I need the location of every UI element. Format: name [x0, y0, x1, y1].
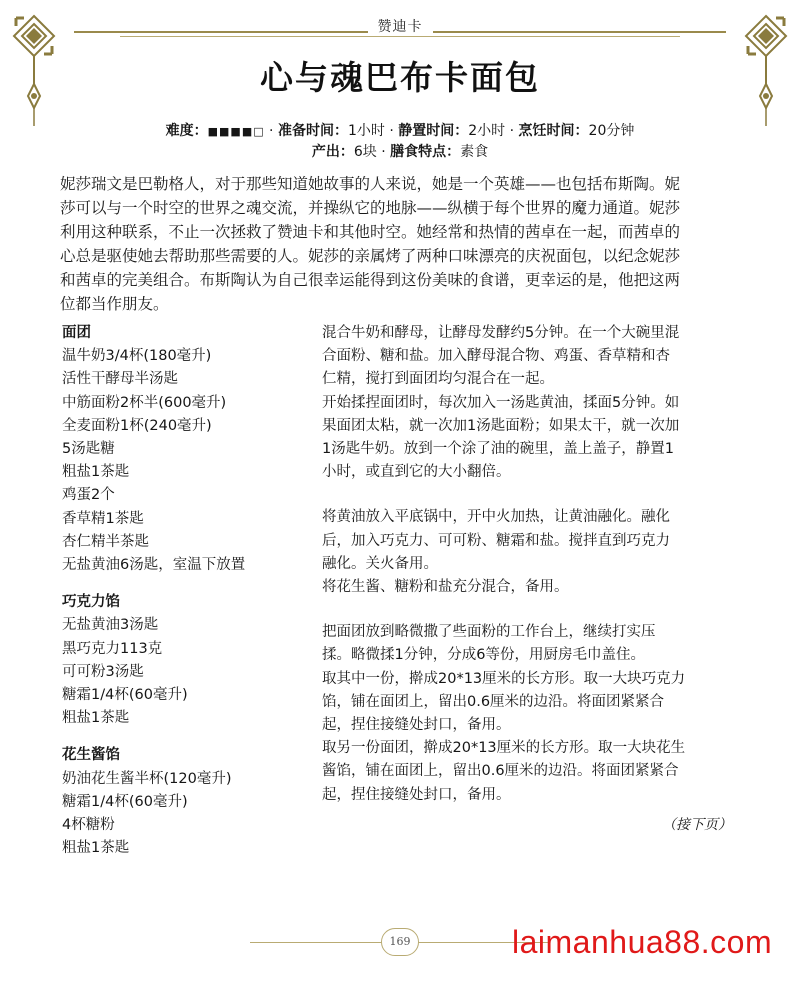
- step-line: 将黄油放入平底锅中，开中火加热，让黄油融化。融化: [322, 509, 670, 526]
- ingredient-item: 可可粉3汤匙: [62, 663, 144, 680]
- ingredient-item: 5汤匙糖: [62, 441, 115, 458]
- intro-line: 和茜卓的完美组合。布斯陶认为自己很幸运能得到这份美味的食谱，更幸运的是，他把这两: [60, 271, 681, 289]
- continued-note: （接下页）: [662, 817, 732, 833]
- ingredient-item: 粗盐1茶匙: [62, 840, 130, 857]
- rest-time: 2小时: [468, 123, 506, 139]
- step-line: 取另一份面团，擀成20*13厘米的长方形。取一大块花生: [322, 740, 686, 757]
- yield: 6块: [353, 144, 377, 160]
- step-line: 混合牛奶和酵母，让酵母发酵约5分钟。在一个大碗里混: [322, 325, 680, 341]
- ingredient-item: 全麦面粉1杯(240毫升): [62, 417, 212, 434]
- intro-line: 莎可以与一个时空的世界之魂交流，并操纵它的地脉——纵横于每个世界的魔力通道。妮莎: [60, 199, 681, 217]
- recipe-meta: [0, 121, 800, 163]
- watermark: laimanhua88.com: [512, 924, 773, 960]
- ingredient-item: 香草精1茶匙: [62, 510, 144, 527]
- header-rule-inner: [120, 36, 680, 37]
- ingredient-item: 黑巧克力113克: [62, 640, 163, 657]
- step-line: 将花生酱、糖粉和盐充分混合，备用。: [322, 579, 569, 596]
- step-line: 馅，铺在面团上，留出0.6厘米的边沿。将面团紧紧合: [322, 693, 665, 710]
- ingredient-item: 无盐黄油6汤匙，室温下放置: [62, 557, 246, 574]
- intro-line: 妮莎瑞文是巴勒格人，对于那些知道她故事的人来说，她是一个英雄——也包括布斯陶。妮: [60, 175, 681, 193]
- ingredient-item: 中筋面粉2杯半(600毫升): [62, 394, 227, 411]
- intro-line: 心总是驱使她去帮助那些需要的人。妮莎的亲属烤了两种口味漂亮的庆祝面包，以纪念妮莎: [60, 247, 681, 265]
- chocolate-filling-heading: 巧克力馅: [62, 594, 120, 611]
- instructions-column: [322, 322, 742, 807]
- step-line: 1汤匙牛奶。放到一个涂了油的碗里，盖上盖子，静置1: [322, 441, 674, 458]
- step-line: 仁精，搅打到面团均匀混合在一起。: [322, 371, 554, 388]
- ingredient-item: 鸡蛋2个: [62, 487, 115, 504]
- step-line: 起，捏住接缝处封口，备用。: [322, 717, 511, 734]
- ingredient-item: 活性干酵母半汤匙: [62, 371, 178, 388]
- step-line: 把面团放到略微撒了些面粉的工作台上，继续打实压: [322, 624, 656, 641]
- step-line: 开始揉捏面团时，每次加入一汤匙黄油，揉面5分钟。如: [322, 394, 680, 411]
- diet: 素食: [460, 144, 489, 160]
- cook-time: 20分钟: [588, 123, 635, 139]
- difficulty-rating: ■■■■□: [207, 125, 265, 138]
- step-line: 起，捏住接缝处封口，备用。: [322, 786, 511, 803]
- ingredient-item: 糖霜1/4杯(60毫升): [62, 793, 188, 810]
- intro-paragraph: [60, 172, 740, 316]
- ingredient-item: 无盐黄油3汤匙: [62, 617, 159, 634]
- ingredient-item: 温牛奶3/4杯(180毫升): [62, 348, 212, 365]
- dough-heading: 面团: [62, 325, 91, 341]
- step-line: 融化。关火备用。: [322, 555, 438, 572]
- chapter-label: 赞迪卡: [0, 16, 800, 36]
- meta-line-1: 难度：■■■■□ · 准备时间：1小时 · 静置时间：2小时 · 烹饪时间：20分钟: [165, 123, 635, 139]
- step-line: 揉。略微揉1分钟，分成6等份，用厨房毛巾盖住。: [322, 647, 645, 664]
- peanut-filling-heading: 花生酱馅: [62, 747, 120, 764]
- prep-time: 1小时: [347, 123, 385, 139]
- ingredient-item: 杏仁精半茶匙: [62, 533, 149, 550]
- ingredient-item: 糖霜1/4杯(60毫升): [62, 687, 188, 704]
- step-line: 合面粉、糖和盐。加入酵母混合物、鸡蛋、香草精和杏: [322, 348, 670, 365]
- ingredients-column: [62, 322, 312, 860]
- step-line: 果面团太粘，就一次加1汤匙面粉；如果太干，就一次加: [322, 417, 680, 434]
- ingredient-item: 粗盐1茶匙: [62, 710, 130, 727]
- ingredient-item: 4杯糖粉: [62, 817, 115, 834]
- step-line: 取其中一份，擀成20*13厘米的长方形。取一大块巧克力: [322, 670, 686, 687]
- page-number: 169: [381, 928, 419, 956]
- step-line: 后，加入巧克力、可可粉、糖霜和盐。搅拌直到巧克力: [322, 532, 670, 549]
- ingredient-item: 粗盐1茶匙: [62, 464, 130, 481]
- intro-line: 利用这种联系，不止一次拯救了赞迪卡和其他时空。她经常和热情的茜卓在一起，而茜卓的: [60, 223, 681, 241]
- intro-line: 位都当作朋友。: [60, 295, 169, 313]
- recipe-title: 心与魂巴布卡面包: [260, 58, 540, 97]
- meta-line-2: 产出：6块 · 膳食特点：素食: [311, 144, 489, 160]
- step-line: 酱馅，铺在面团上，留出0.6厘米的边沿。将面团紧紧合: [322, 763, 679, 780]
- ingredient-item: 奶油花生酱半杯(120毫升): [62, 770, 232, 787]
- step-line: 小时，或直到它的大小翻倍。: [322, 464, 511, 481]
